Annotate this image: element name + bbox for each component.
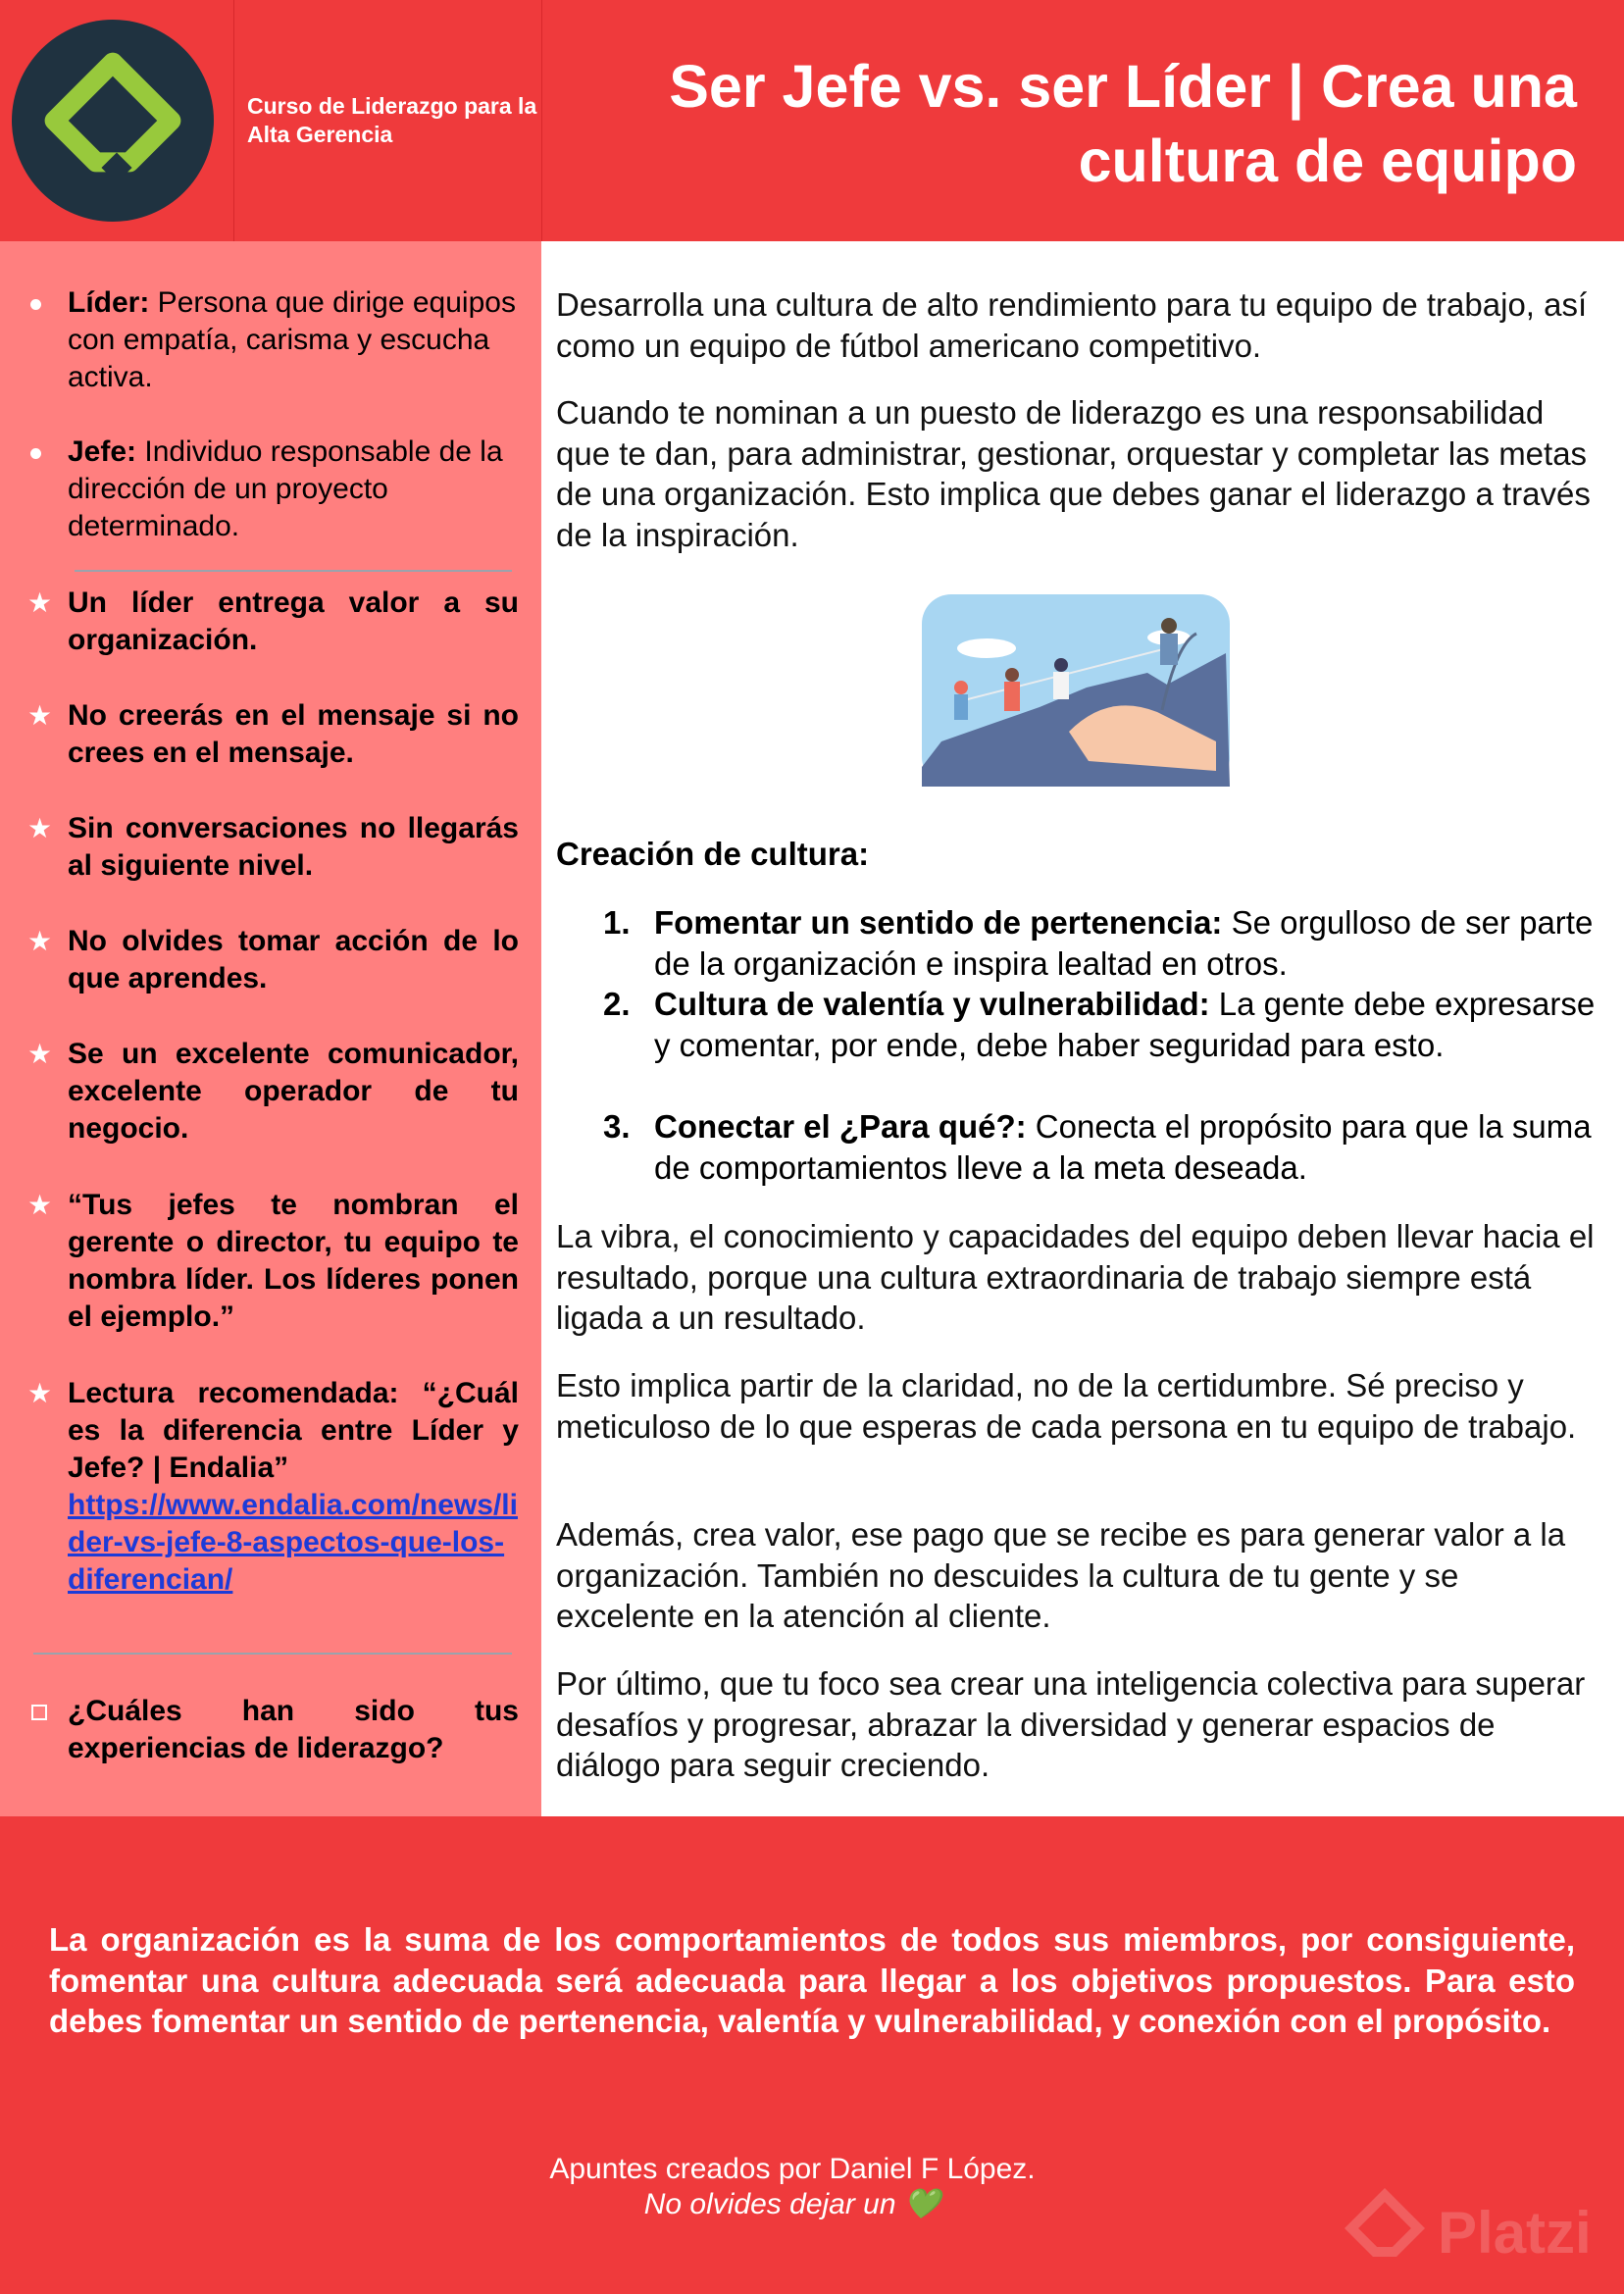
header-divider — [233, 0, 234, 241]
reminder-text: No olvides dejar un — [643, 2188, 896, 2220]
list-number: 3. — [603, 1108, 631, 1145]
reading-text — [68, 1375, 519, 1599]
course-title: Curso de Liderazgo para la Alta Gerencia — [247, 93, 537, 147]
tip-text: Sin conversaciones no llegarás al siguiente nivel. — [68, 812, 519, 882]
tip-text: “Tus jefes te nombran el gerente o director, tu equipo te nombra líder. Los líderes ponen el ejemplo.” — [68, 1189, 519, 1333]
definition-body: Persona que dirige equipos con empatía, carisma y escucha activa. — [68, 286, 516, 393]
reading-link[interactable]: https://www.endalia.com/news/lider-vs-jefe-8-aspectos-que-los-diferencian/ — [68, 1489, 518, 1596]
page-title — [596, 49, 1577, 198]
platzi-watermark-icon — [1336, 2179, 1434, 2277]
definition-body: Individuo responsable de la dirección de un proyecto determinado. — [68, 435, 503, 542]
tip-text: Se un excelente comunicador, excelente operador de tu negocio. — [68, 1038, 519, 1145]
intro-paragraph: Desarrolla una cultura de alto rendimiento para tu equipo de trabajo, así como un equipo de fútbol americano competitivo. — [556, 286, 1588, 364]
star-icon: ★ — [27, 813, 53, 843]
question-text: ¿Cuáles han sido tus experiencias de liderazgo? — [68, 1695, 519, 1764]
page-title-line-2: cultura de equipo — [1078, 127, 1577, 194]
list-body — [654, 984, 1600, 1065]
divider — [33, 1653, 512, 1655]
divider — [75, 570, 512, 572]
star-icon: ★ — [27, 587, 53, 618]
star-icon: ★ — [27, 1378, 53, 1408]
definition-text — [68, 433, 519, 545]
list-item-text: La gente debe expresarse y comentar, por ende, debe haber seguridad para esto. — [654, 986, 1596, 1063]
list-number: 2. — [603, 986, 631, 1022]
header — [0, 0, 1624, 241]
paragraph: Además, crea valor, ese pago que se recibe es para generar valor a la organización. También no descuides la cultura de tu gente y se excelente en la atención al cliente. — [556, 1516, 1566, 1634]
list-item-title: Fomentar un sentido de pertenencia: — [654, 904, 1223, 941]
tip-text: Un líder entrega valor a su organización. — [68, 586, 519, 656]
list-body — [654, 902, 1600, 984]
list-item-title: Conectar el ¿Para qué?: — [654, 1108, 1027, 1145]
credit-author: Apuntes creados por Daniel F López. — [549, 2153, 1036, 2185]
checkbox-icon — [31, 1705, 47, 1720]
definition-text — [68, 284, 519, 396]
platzi-logo-icon — [12, 20, 214, 222]
star-icon: ★ — [27, 1190, 53, 1220]
list-number: 1. — [603, 904, 631, 941]
paragraph: Cuando te nominan a un puesto de liderazgo es una responsabilidad que te dan, para administrar, gestionar, orquestar y completar las metas de una organización. Esto implica que debes ganar el liderazgo a través de la inspiración. — [556, 394, 1591, 553]
team-climbing-illustration — [922, 594, 1230, 787]
reading-label: Lectura recomendada: “¿Cuál es la diferencia entre Líder y Jefe? | Endalia” — [68, 1377, 519, 1484]
page-title-line-1: Ser Jefe vs. ser Líder | Crea una — [669, 53, 1577, 120]
platzi-logo — [12, 20, 214, 222]
paragraph: Esto implica partir de la claridad, no de la certidumbre. Sé preciso y meticuloso de lo que esperas de cada persona en tu equipo de trabajo. — [556, 1367, 1577, 1445]
list-body — [654, 1106, 1600, 1188]
star-icon: ★ — [27, 926, 53, 956]
section-title: Creación de cultura: — [556, 836, 870, 872]
list-item-text: Se orgulloso de ser parte de la organización e inspira lealtad en otros. — [654, 904, 1594, 982]
watermark-text: Platzi — [1438, 2200, 1592, 2266]
star-icon: ★ — [27, 1039, 53, 1069]
list-item-title: Cultura de valentía y vulnerabilidad: — [654, 986, 1210, 1022]
list-item-text: Conecta el propósito para que la suma de comportamientos lleve a la meta deseada. — [654, 1108, 1592, 1186]
tip-text: No olvides tomar acción de lo que aprendes. — [68, 925, 519, 994]
tip-text: No creerás en el mensaje si no crees en el mensaje. — [68, 699, 519, 769]
definition-term: Jefe: — [68, 435, 137, 468]
bullet-dot-icon — [30, 448, 41, 459]
definition-term: Líder: — [68, 286, 150, 319]
paragraph: Por último, que tu foco sea crear una inteligencia colectiva para superar desafíos y progresar, abrazar la diversidad y generar espacios de diálogo para seguir creciendo. — [556, 1665, 1586, 1783]
star-icon: ★ — [27, 700, 53, 731]
platzi-watermark — [1336, 2179, 1624, 2277]
paragraph: La vibra, el conocimiento y capacidades del equipo deben llevar hacia el resultado, porque una cultura extraordinaria de trabajo siempre está ligada a un resultado. — [556, 1218, 1595, 1336]
bullet-dot-icon — [30, 299, 41, 310]
heart-icon: 💚 — [903, 2188, 941, 2220]
footer-summary: La organización es la suma de los comportamientos de todos sus miembros, por consiguiente, fomentar una cultura adecuada será adecuada para llegar a los objetivos propuestos. Para esto debes fomentar un sentido de pertenencia, valentía y vulnerabilidad, y conexión con el propósito. — [49, 1921, 1575, 2039]
